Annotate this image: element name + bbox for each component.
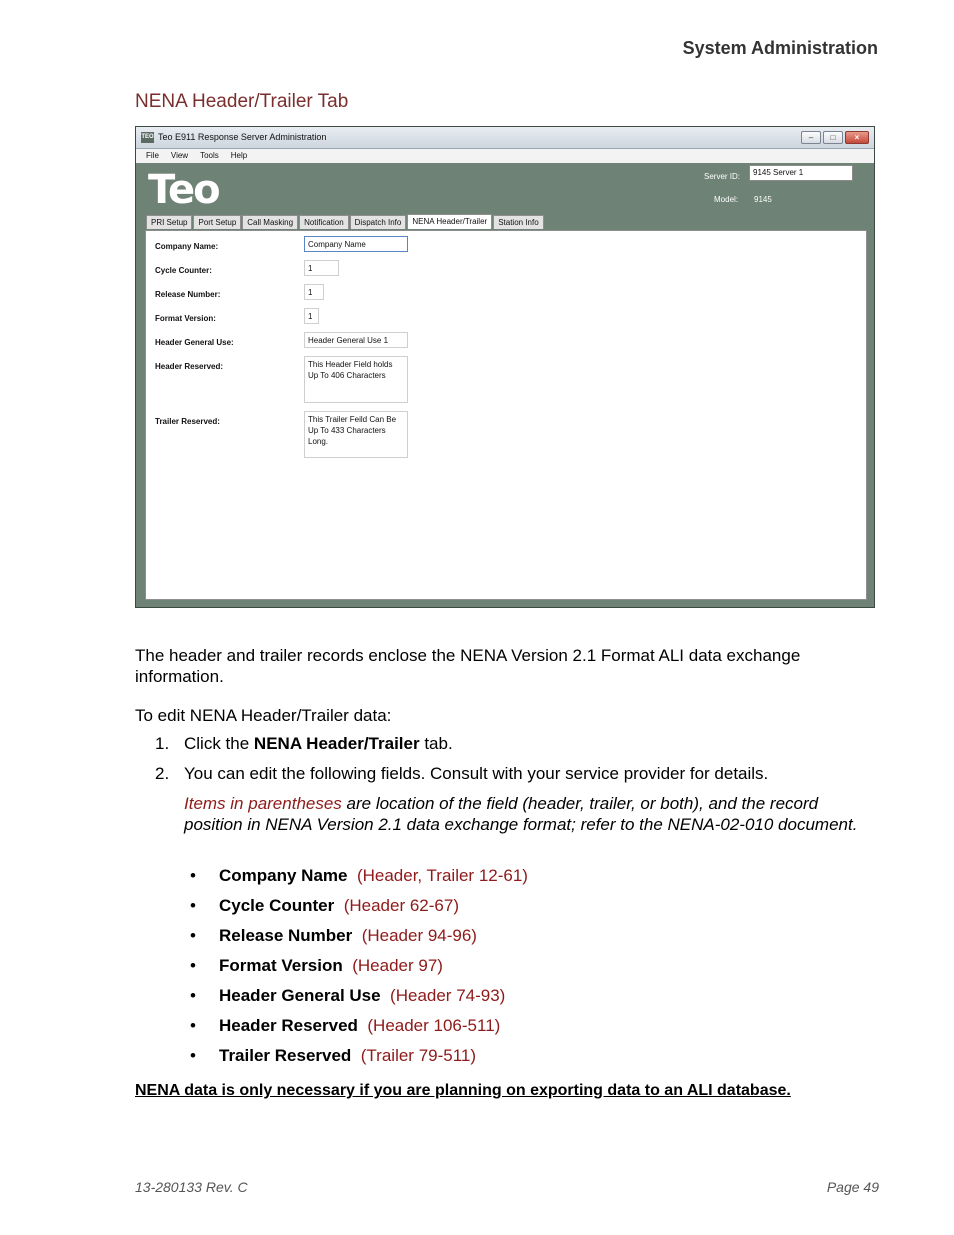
step-number: 2. (155, 764, 170, 783)
tab-port-setup[interactable]: Port Setup (193, 215, 241, 229)
window-controls (801, 131, 869, 144)
server-id-input[interactable]: 9145 Server 1 (749, 165, 853, 181)
menu-file[interactable]: File (146, 151, 159, 160)
release-number-label: Release Number: (155, 290, 221, 299)
to-edit-paragraph: To edit NENA Header/Trailer data: (135, 706, 392, 725)
tab-strip (146, 215, 545, 229)
menu-bar (136, 149, 874, 163)
tab-pri-setup[interactable]: PRI Setup (146, 215, 192, 229)
model-value: 9145 (754, 195, 772, 204)
header-general-use-input[interactable]: Header General Use 1 (304, 332, 408, 348)
close-icon[interactable]: × (845, 131, 869, 144)
minimize-icon[interactable]: – (801, 131, 821, 144)
footer-doc-number: 13-280133 Rev. C (135, 1179, 248, 1195)
server-id-label: Server ID: (704, 172, 741, 181)
note-highlight: Items in parentheses (184, 794, 342, 813)
ali-warning: NENA data is only necessary if you are planning on exporting data to an ALI database. (135, 1082, 791, 1099)
trailer-reserved-textarea[interactable]: This Trailer Feild Can Be Up To 433 Characters Long. (304, 411, 408, 458)
teo-logo: Teo (148, 167, 219, 213)
app-screenshot (135, 126, 875, 608)
note-text: are location of the field (header, trailer, or both), and the record position in NENA Version 2.1 data exchange format; refer to the NENA-02-010 document. (184, 794, 858, 834)
running-header: System Administration (682, 38, 878, 58)
release-number-input[interactable]: 1 (304, 284, 324, 300)
menu-help[interactable]: Help (230, 151, 248, 160)
header-reserved-label: Header Reserved: (155, 362, 224, 371)
cycle-counter-label: Cycle Counter: (155, 266, 212, 275)
tab-station-info[interactable]: Station Info (493, 215, 543, 229)
header-reserved-textarea[interactable]: This Header Field holds Up To 406 Characters (304, 356, 408, 403)
window-titlebar (136, 127, 874, 149)
company-name-input[interactable]: Company Name (304, 236, 408, 252)
parentheses-note (184, 794, 879, 835)
step-number: 1. (155, 734, 170, 753)
nena-form-panel (145, 230, 867, 600)
tab-dispatch-info[interactable]: Dispatch Info (350, 215, 407, 229)
section-title: NENA Header/Trailer Tab (135, 91, 349, 112)
model-label: Model: (714, 195, 739, 204)
menu-view[interactable]: View (170, 151, 189, 160)
cycle-counter-input[interactable]: 1 (304, 260, 339, 276)
format-version-input[interactable]: 1 (304, 308, 319, 324)
tab-call-masking[interactable]: Call Masking (242, 215, 298, 229)
tab-nena-header-trailer[interactable]: NENA Header/Trailer (407, 214, 492, 229)
menu-tools[interactable]: Tools (200, 151, 219, 160)
maximize-icon[interactable]: □ (823, 131, 843, 144)
app-icon: TEO (141, 132, 154, 143)
step-text: Click the NENA Header/Trailer tab. (184, 734, 453, 753)
company-name-label: Company Name: (155, 242, 219, 251)
tab-notification[interactable]: Notification (299, 215, 349, 229)
intro-paragraph: The header and trailer records enclose the NENA Version 2.1 Format ALI data exchange information. (135, 646, 801, 686)
header-general-use-label: Header General Use: (155, 338, 234, 347)
format-version-label: Format Version: (155, 314, 216, 323)
window-title: Teo E911 Response Server Administration (158, 132, 327, 142)
footer-page-number: Page 49 (826, 1179, 879, 1195)
step-text: You can edit the following fields. Consult with your service provider for details. (184, 764, 769, 783)
trailer-reserved-label: Trailer Reserved: (155, 417, 220, 426)
